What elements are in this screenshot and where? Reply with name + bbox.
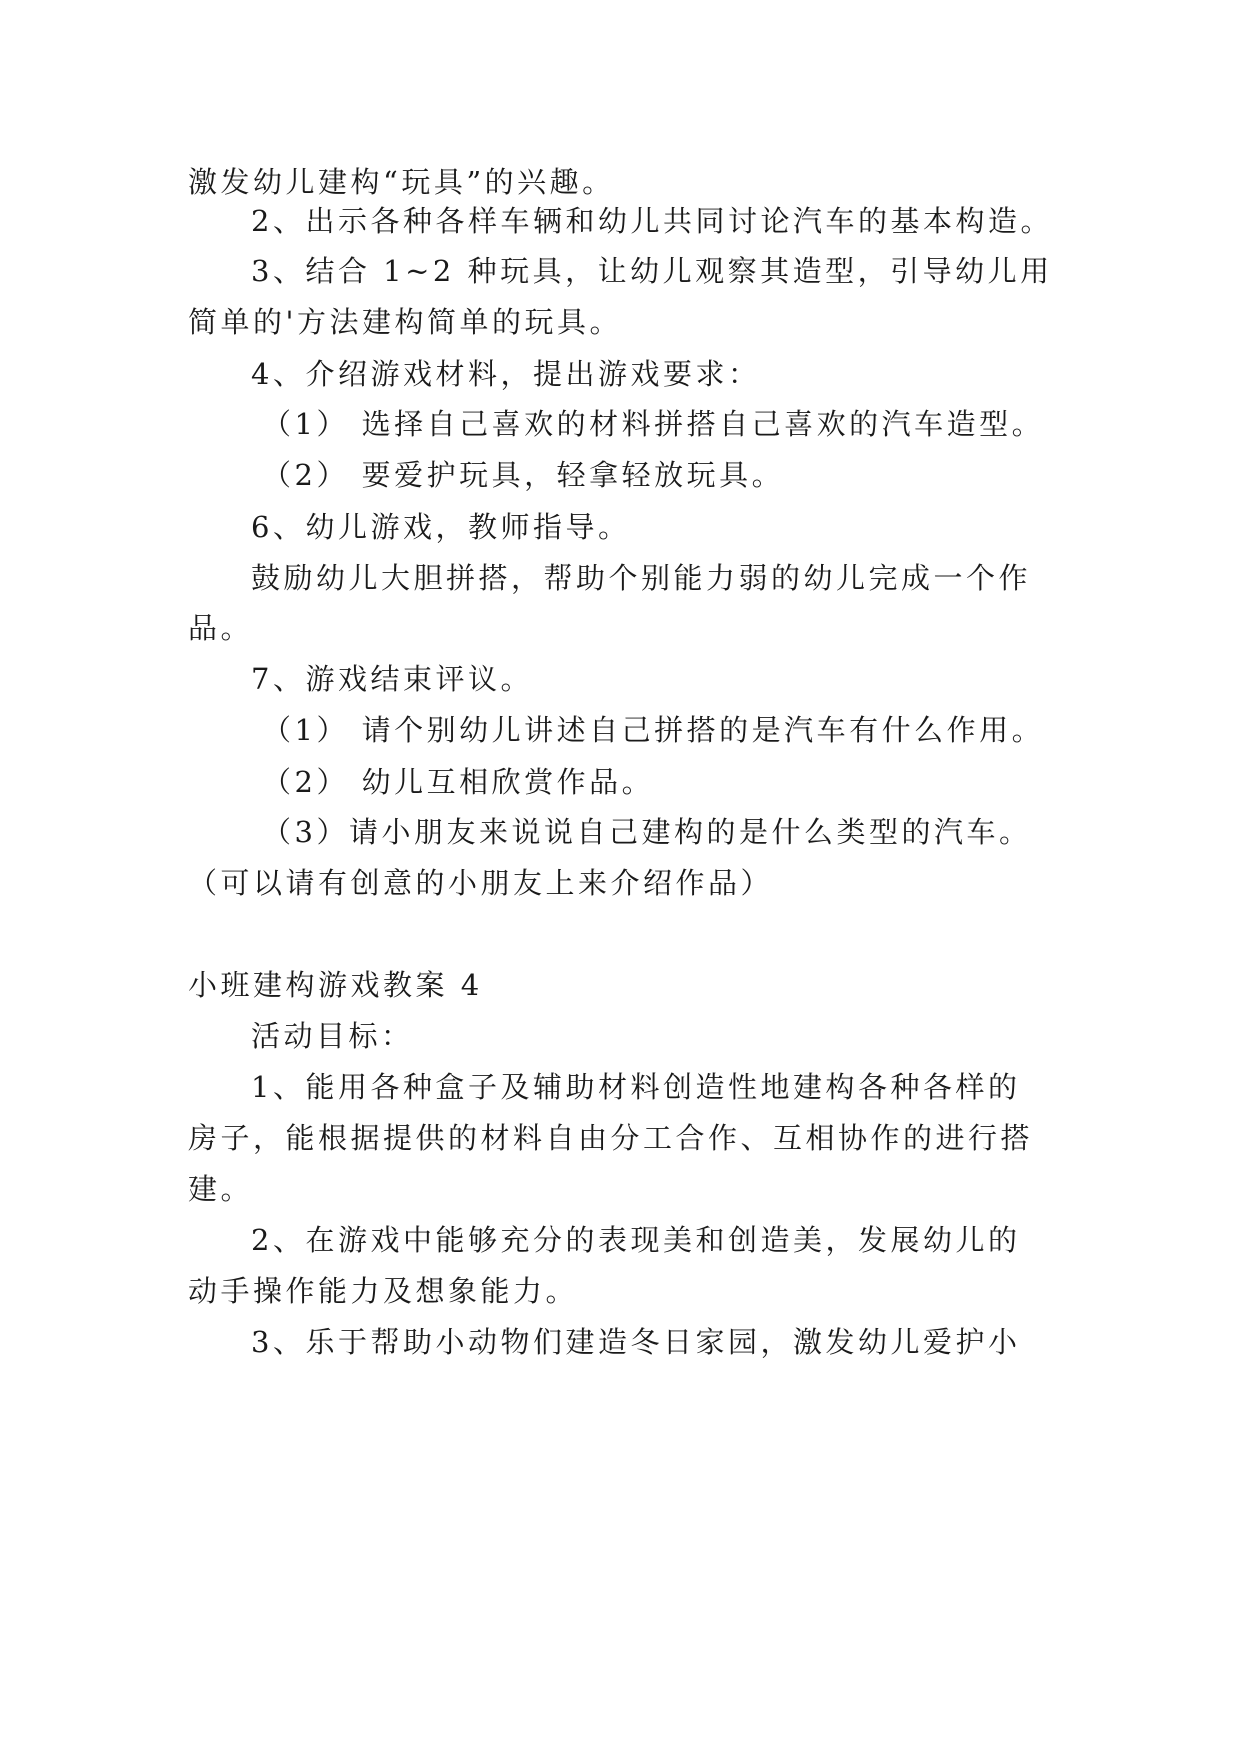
text-line: 动手操作能力及想象能力。 (188, 1274, 579, 1308)
text-line: 建。 (188, 1172, 254, 1206)
section-heading: 小班建构游戏教案 4 (188, 968, 483, 1002)
text-line: （可以请有创意的小朋友上来介绍作品） (188, 866, 774, 900)
text-line: 简单的'方法建构简单的玩具。 (188, 305, 622, 339)
text-line: 4、介绍游戏材料，提出游戏要求： (251, 357, 761, 391)
text-line: 3、乐于帮助小动物们建造冬日家园，激发幼儿爱护小 (251, 1325, 1021, 1359)
text-line: （2） 幼儿互相欣赏作品。 (262, 765, 655, 799)
text-line: （1） 请个别幼儿讲述自己拼搭的是汽车有什么作用。 (262, 713, 1045, 747)
text-line: 3、结合 1~2 种玩具，让幼儿观察其造型，引导幼儿用 (251, 254, 1053, 288)
text-line: 激发幼儿建构“玩具”的兴趣。 (188, 165, 615, 199)
text-line: （1） 选择自己喜欢的材料拼搭自己喜欢的汽车造型。 (262, 407, 1045, 441)
text-line: 2、在游戏中能够充分的表现美和创造美，发展幼儿的 (251, 1223, 1021, 1257)
text-line: 品。 (188, 611, 254, 645)
text-line: 鼓励幼儿大胆拼搭，帮助个别能力弱的幼儿完成一个作 (251, 561, 1032, 595)
text-line: 7、游戏结束评议。 (251, 662, 533, 696)
text-line: 房子，能根据提供的材料自由分工合作、互相协作的进行搭 (188, 1121, 1034, 1155)
text-line: 2、出示各种各样车辆和幼儿共同讨论汽车的基本构造。 (251, 204, 1053, 238)
text-line: （3）请小朋友来说说自己建构的是什么类型的汽车。 (262, 815, 1032, 849)
text-line: 活动目标： (251, 1019, 414, 1053)
text-line: 6、幼儿游戏，教师指导。 (251, 510, 631, 544)
text-line: 1、能用各种盒子及辅助材料创造性地建构各种各样的 (251, 1070, 1021, 1104)
text-line: （2） 要爱护玩具，轻拿轻放玩具。 (262, 458, 785, 492)
